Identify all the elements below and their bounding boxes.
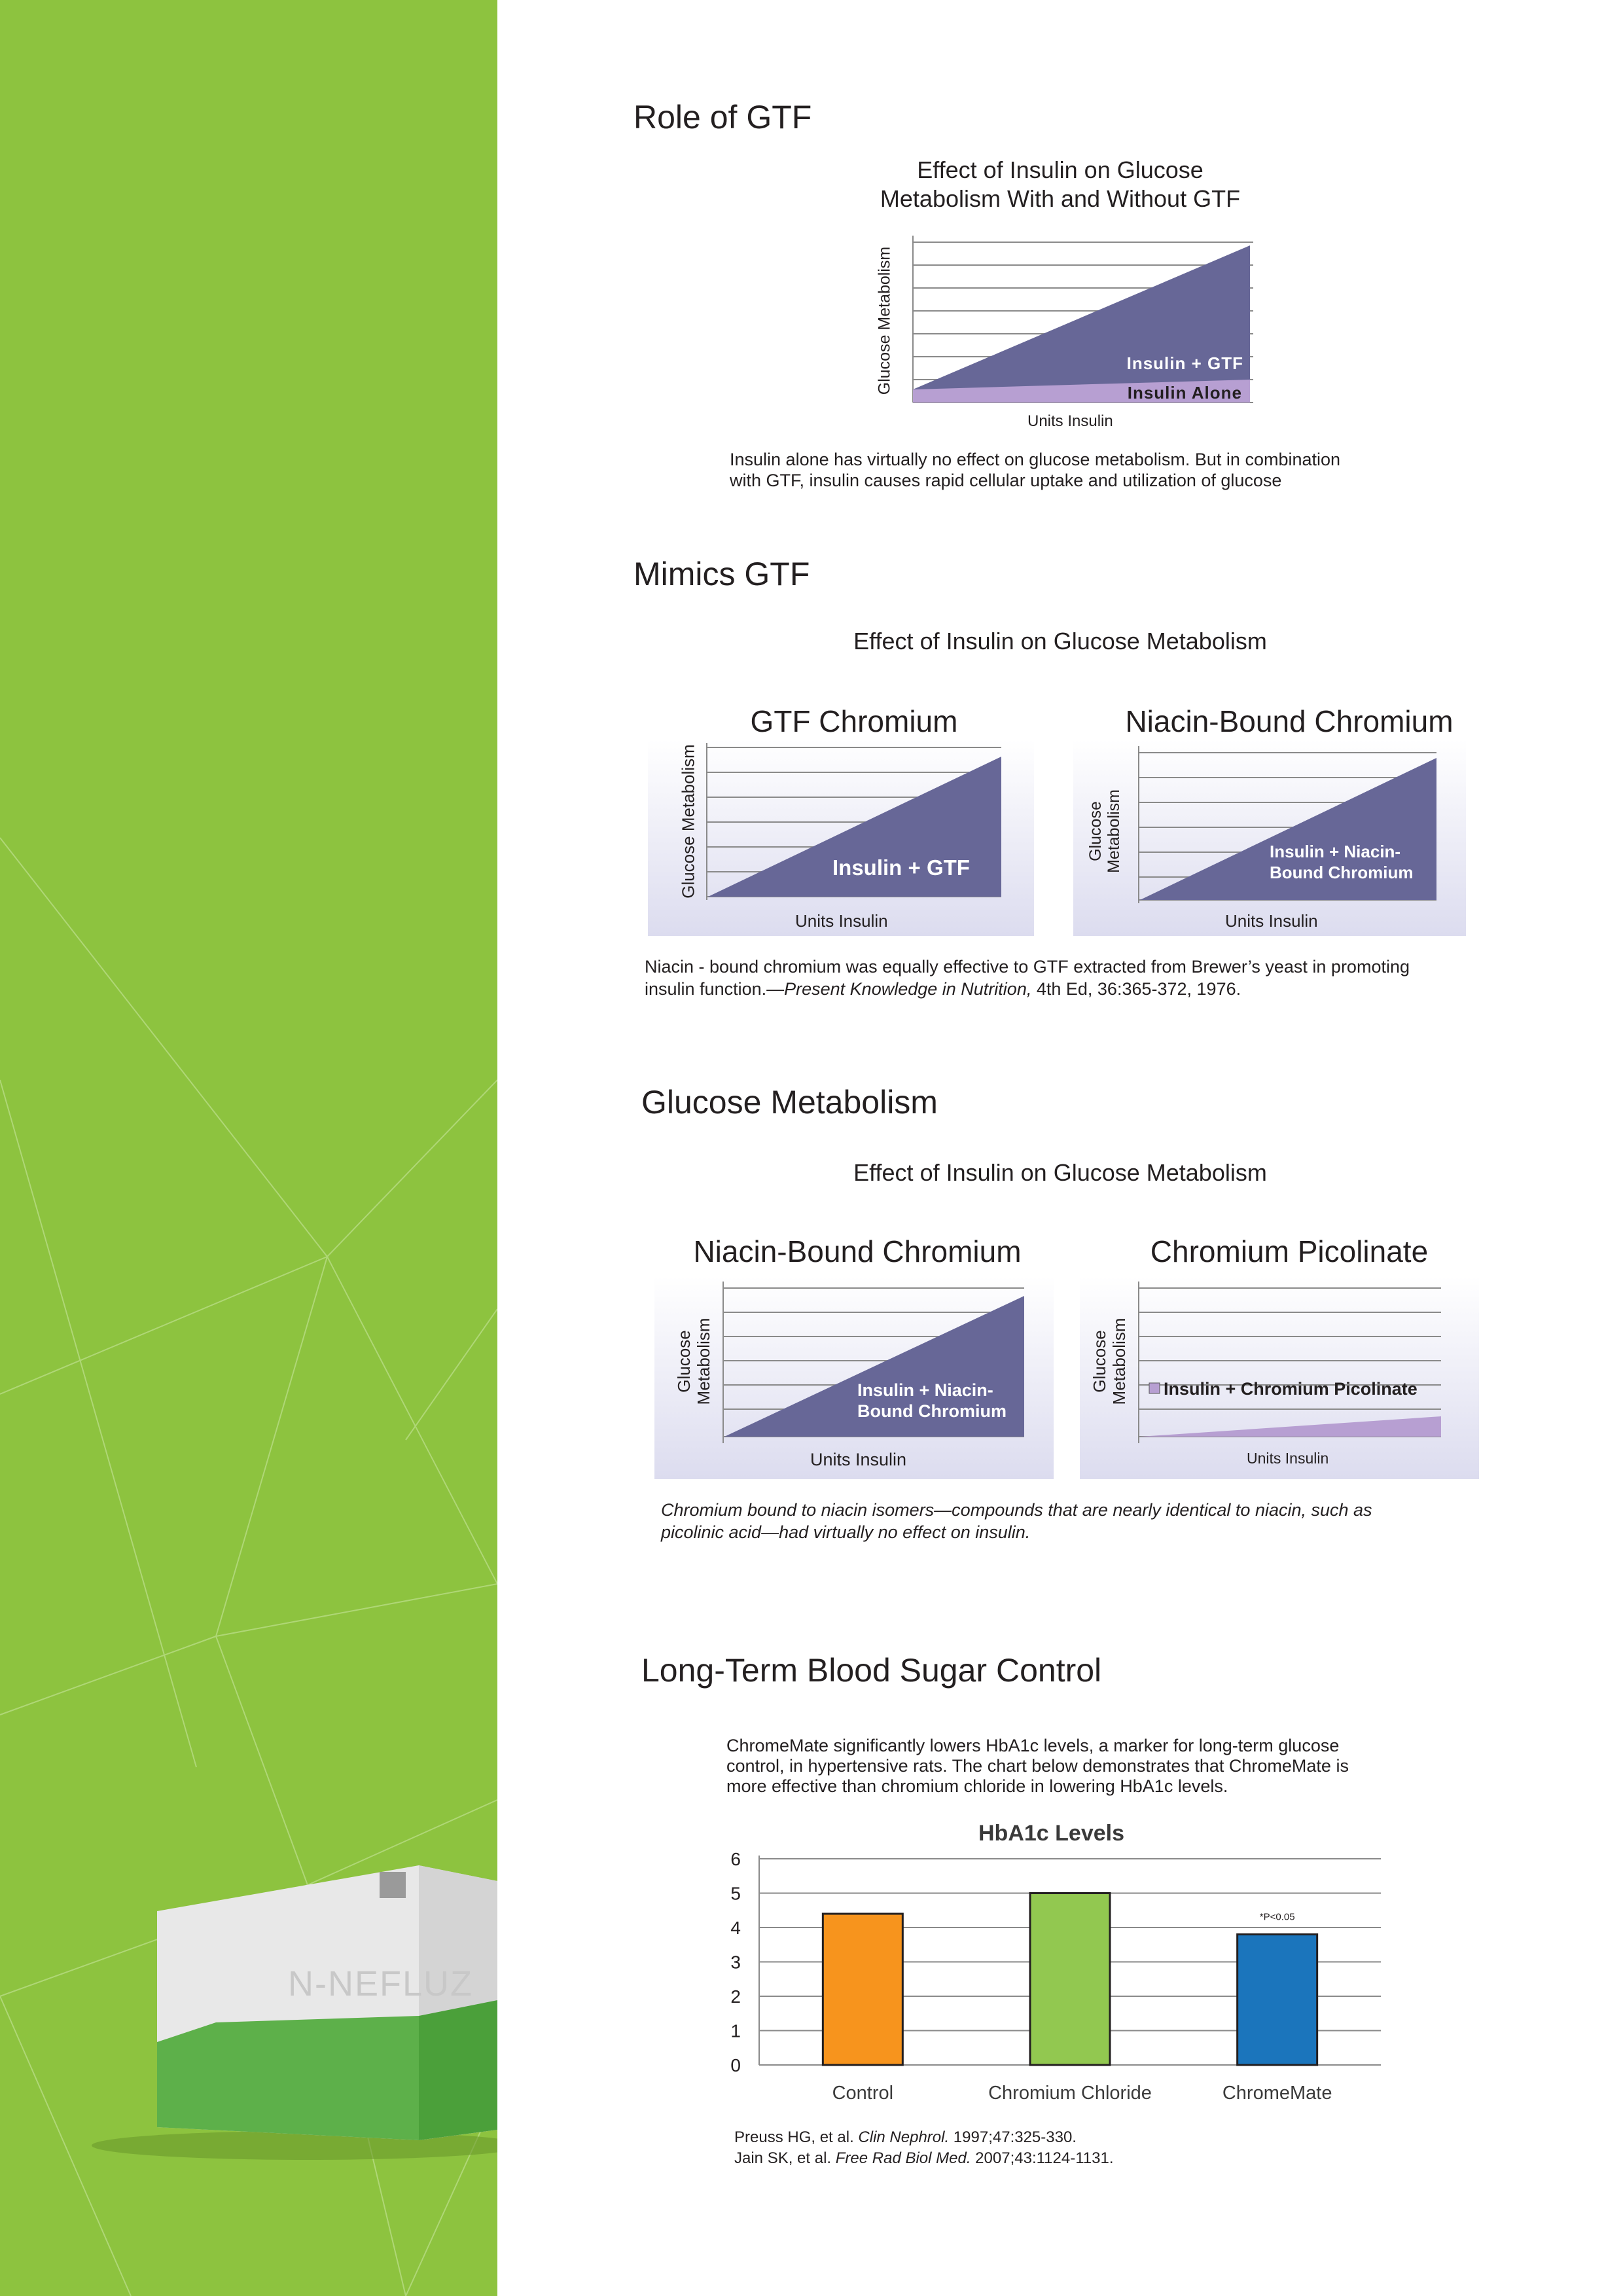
bar-chromemate bbox=[1238, 1935, 1317, 2066]
glucose-right-ylabel-line2: Metabolism bbox=[1109, 1318, 1129, 1405]
product-box bbox=[92, 1865, 497, 2160]
mimics-caption bbox=[645, 956, 1495, 1000]
role-caption bbox=[730, 449, 1450, 491]
sidebar-pattern bbox=[0, 0, 497, 2296]
x-tick-label: Chromium Chloride bbox=[988, 2083, 1152, 2104]
mimics-left-ylabel: Glucose Metabolism bbox=[678, 744, 698, 899]
glucose-right-legend-swatch bbox=[1149, 1383, 1160, 1393]
reference-1-citation: 1997;47:325-330. bbox=[949, 2128, 1077, 2146]
glucose-left-label bbox=[857, 1380, 1007, 1422]
y-tick-label: 4 bbox=[730, 1918, 741, 1938]
longterm-body-line1: ChromeMate significantly lowers HbA1c levels, a marker for long-term glucose bbox=[726, 1736, 1340, 1755]
mimics-right-ylabel-line1: Glucose bbox=[1086, 801, 1105, 861]
mimics-caption-citation: 4th Ed, 36:365-372, 1976. bbox=[1031, 979, 1241, 999]
mimics-left-label: Insulin + GTF bbox=[832, 855, 970, 880]
y-tick-label: 2 bbox=[730, 1986, 741, 2007]
reference-2-authors: Jain SK, et al. bbox=[734, 2149, 836, 2167]
role-chart-title-line1: Effect of Insulin on Glucose bbox=[917, 156, 1204, 183]
green-sidebar bbox=[0, 0, 497, 2296]
glucose-right-chart bbox=[1080, 1276, 1479, 1479]
glucose-left-label-line1: Insulin + Niacin- bbox=[857, 1380, 993, 1400]
reference-2-citation: 2007;43:1124-1131. bbox=[971, 2149, 1114, 2167]
y-tick-label: 1 bbox=[730, 2020, 741, 2041]
x-tick-label: ChromeMate bbox=[1222, 2083, 1332, 2104]
reference-1 bbox=[734, 2127, 1454, 2148]
glucose-right-legend: Insulin + Chromium Picolinate bbox=[1164, 1379, 1418, 1399]
glucose-right-ylabel bbox=[1090, 1318, 1129, 1405]
glucose-left-ylabel bbox=[674, 1318, 713, 1405]
mimics-right-label-line2: Bound Chromium bbox=[1270, 863, 1414, 882]
longterm-body-line3: more effective than chromium chloride in lowering HbA1c levels. bbox=[726, 1776, 1228, 1796]
glucose-right-ylabel-line1: Glucose bbox=[1090, 1330, 1109, 1393]
significance-annotation: *P<0.05 bbox=[1259, 1911, 1295, 1923]
reference-2 bbox=[734, 2148, 1454, 2169]
glucose-left-heading: Niacin-Bound Chromium bbox=[693, 1234, 1022, 1268]
mimics-right-label bbox=[1270, 841, 1414, 883]
longterm-body-line2: control, in hypertensive rats. The chart below demonstrates that ChromeMate is bbox=[726, 1756, 1349, 1776]
section-title-mimics-gtf: Mimics GTF bbox=[633, 556, 810, 592]
glucose-right-area bbox=[1140, 1416, 1441, 1437]
glucose-left-chart bbox=[654, 1276, 1054, 1479]
glucose-right-xlabel: Units Insulin bbox=[1247, 1450, 1329, 1467]
y-tick-label: 5 bbox=[730, 1883, 741, 1904]
role-area-gtf bbox=[913, 245, 1250, 403]
mimics-right-ylabel bbox=[1086, 789, 1123, 873]
mimics-right-label-line1: Insulin + Niacin- bbox=[1270, 842, 1401, 861]
section-title-glucose-metabolism: Glucose Metabolism bbox=[641, 1084, 938, 1121]
reference-2-journal: Free Rad Biol Med. bbox=[835, 2149, 971, 2167]
hba1c-chart-title: HbA1c Levels bbox=[978, 1821, 1124, 1846]
mimics-right-ylabel-line2: Metabolism bbox=[1105, 789, 1123, 873]
hba1c-bar-chart bbox=[720, 1813, 1394, 2114]
y-tick-label: 3 bbox=[730, 1952, 741, 1973]
role-label-gtf: Insulin + GTF bbox=[1126, 353, 1243, 373]
glucose-left-ylabel-line1: Glucose bbox=[674, 1330, 694, 1393]
bar-control bbox=[823, 1914, 902, 2065]
y-tick-label: 6 bbox=[730, 1849, 741, 1869]
longterm-references bbox=[734, 2127, 1454, 2169]
mimics-caption-line1: Niacin - bound chromium was equally effective to GTF extracted from Brewer’s yeast in promoting bbox=[645, 957, 1410, 977]
glucose-chart-title: Effect of Insulin on Glucose Metabolism bbox=[853, 1159, 1267, 1186]
product-box-text: N-NEFLUZ bbox=[288, 1964, 473, 2003]
glucose-left-xlabel: Units Insulin bbox=[810, 1450, 907, 1469]
reference-1-journal: Clin Nephrol. bbox=[858, 2128, 950, 2146]
section-title-role-of-gtf: Role of GTF bbox=[633, 99, 812, 135]
mimics-caption-source: Present Knowledge in Nutrition, bbox=[784, 979, 1032, 999]
mimics-left-chart bbox=[648, 740, 1034, 936]
glucose-caption-line2: picolinic acid—had virtually no effect on insulin. bbox=[661, 1522, 1031, 1542]
glucose-left-label-line2: Bound Chromium bbox=[857, 1401, 1007, 1421]
mimics-right-chart bbox=[1073, 740, 1466, 936]
mimics-caption-line2 bbox=[645, 978, 1495, 1000]
mimics-right-heading: Niacin-Bound Chromium bbox=[1125, 704, 1454, 738]
glucose-caption bbox=[661, 1499, 1479, 1543]
hba1c-plot bbox=[720, 1813, 1394, 2114]
role-caption-line2: with GTF, insulin causes rapid cellular uptake and utilization of glucose bbox=[730, 471, 1282, 490]
glucose-left-ylabel-line2: Metabolism bbox=[694, 1318, 713, 1405]
section-title-long-term: Long-Term Blood Sugar Control bbox=[641, 1652, 1102, 1689]
role-xlabel: Units Insulin bbox=[1027, 412, 1113, 430]
role-ylabel: Glucose Metabolism bbox=[875, 246, 894, 395]
mimics-left-heading: GTF Chromium bbox=[750, 704, 958, 738]
glucose-caption-line1: Chromium bound to niacin isomers—compounds that are nearly identical to niacin, such as bbox=[661, 1500, 1372, 1520]
role-caption-line1: Insulin alone has virtually no effect on glucose metabolism. But in combination bbox=[730, 450, 1341, 469]
role-label-alone: Insulin Alone bbox=[1127, 383, 1242, 403]
mimics-left-xlabel: Units Insulin bbox=[795, 911, 888, 931]
reference-1-authors: Preuss HG, et al. bbox=[734, 2128, 859, 2146]
mimics-right-xlabel: Units Insulin bbox=[1225, 911, 1318, 931]
bar-chromium-chloride bbox=[1030, 1893, 1110, 2066]
y-tick-label: 0 bbox=[730, 2055, 741, 2075]
mimics-chart-title: Effect of Insulin on Glucose Metabolism bbox=[853, 628, 1267, 655]
longterm-body bbox=[726, 1736, 1479, 1797]
role-chart-title bbox=[825, 156, 1296, 213]
glucose-right-heading: Chromium Picolinate bbox=[1150, 1234, 1429, 1268]
mimics-caption-text: insulin function.— bbox=[645, 979, 785, 999]
role-chart-title-line2: Metabolism With and Without GTF bbox=[880, 185, 1241, 212]
role-area-chart bbox=[844, 229, 1263, 439]
x-tick-label: Control bbox=[832, 2083, 894, 2104]
